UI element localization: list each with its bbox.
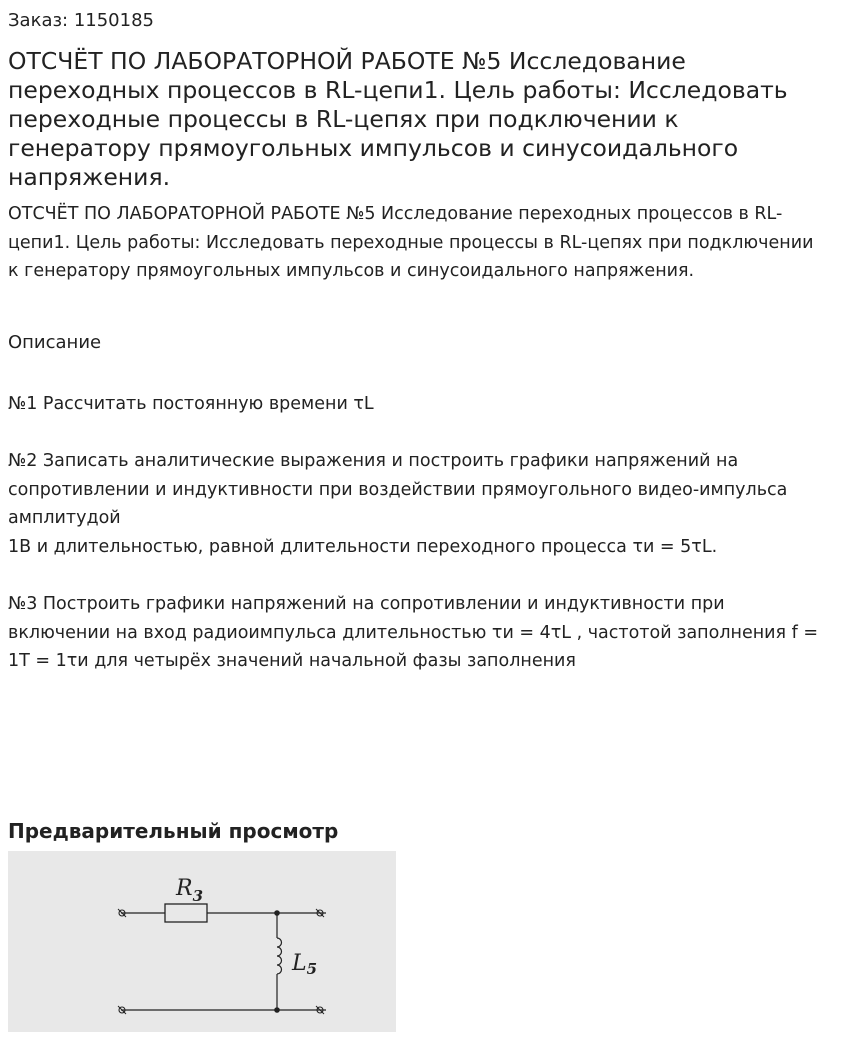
document-title: ОТСЧЁТ ПО ЛАБОРАТОРНОЙ РАБОТЕ №5 Исследование переходных процессов в RL-цепи1. Цель работы: Исследовать переходные процессы в RL-цепях при подключении к генератору прямоугольных импульсов и синусоидального напряжения. (8, 47, 788, 191)
description-heading: Описание (8, 332, 102, 353)
inductor-coil (277, 938, 282, 974)
terminal-bottom-right (316, 1006, 324, 1014)
preview-image (8, 851, 396, 1032)
terminal-top-left (118, 909, 126, 917)
task-1: №1 Рассчитать постоянную времени τL (8, 394, 374, 414)
order-number: Заказ: 1150185 (8, 10, 154, 31)
resistor (165, 904, 207, 922)
terminal-top-right (316, 909, 324, 917)
rl-circuit-diagram (8, 851, 396, 1032)
task-3: №3 Построить графики напряжений на сопротивлении и индуктивности при включении на вход радиоимпульса длительностью τи = 4τL , частотой заполнения f = 1T = 1τи для четырёх значений начальной фазы заполнения (8, 594, 818, 672)
task-2: №2 Записать аналитические выражения и построить графики напряжений на сопротивлении и индуктивности при воздействии прямоугольного видео-импульса амплитудой 1В и длительностью, равной длительности переходного процесса τи = 5τL. (8, 451, 788, 557)
preview-heading: Предварительный просмотр (8, 819, 339, 843)
inductor-label: L5 (292, 951, 318, 978)
document-summary: ОТСЧЁТ ПО ЛАБОРАТОРНОЙ РАБОТЕ №5 Исследование переходных процессов в RL-цепи1. Цель работы: Исследовать переходные процессы в RL-цепях при подключении к генератору прямоугольных импульсов и синусоидального напряжения. (8, 204, 814, 282)
terminal-bottom-left (118, 1006, 126, 1014)
resistor-label: $R_3$ (176, 876, 204, 905)
